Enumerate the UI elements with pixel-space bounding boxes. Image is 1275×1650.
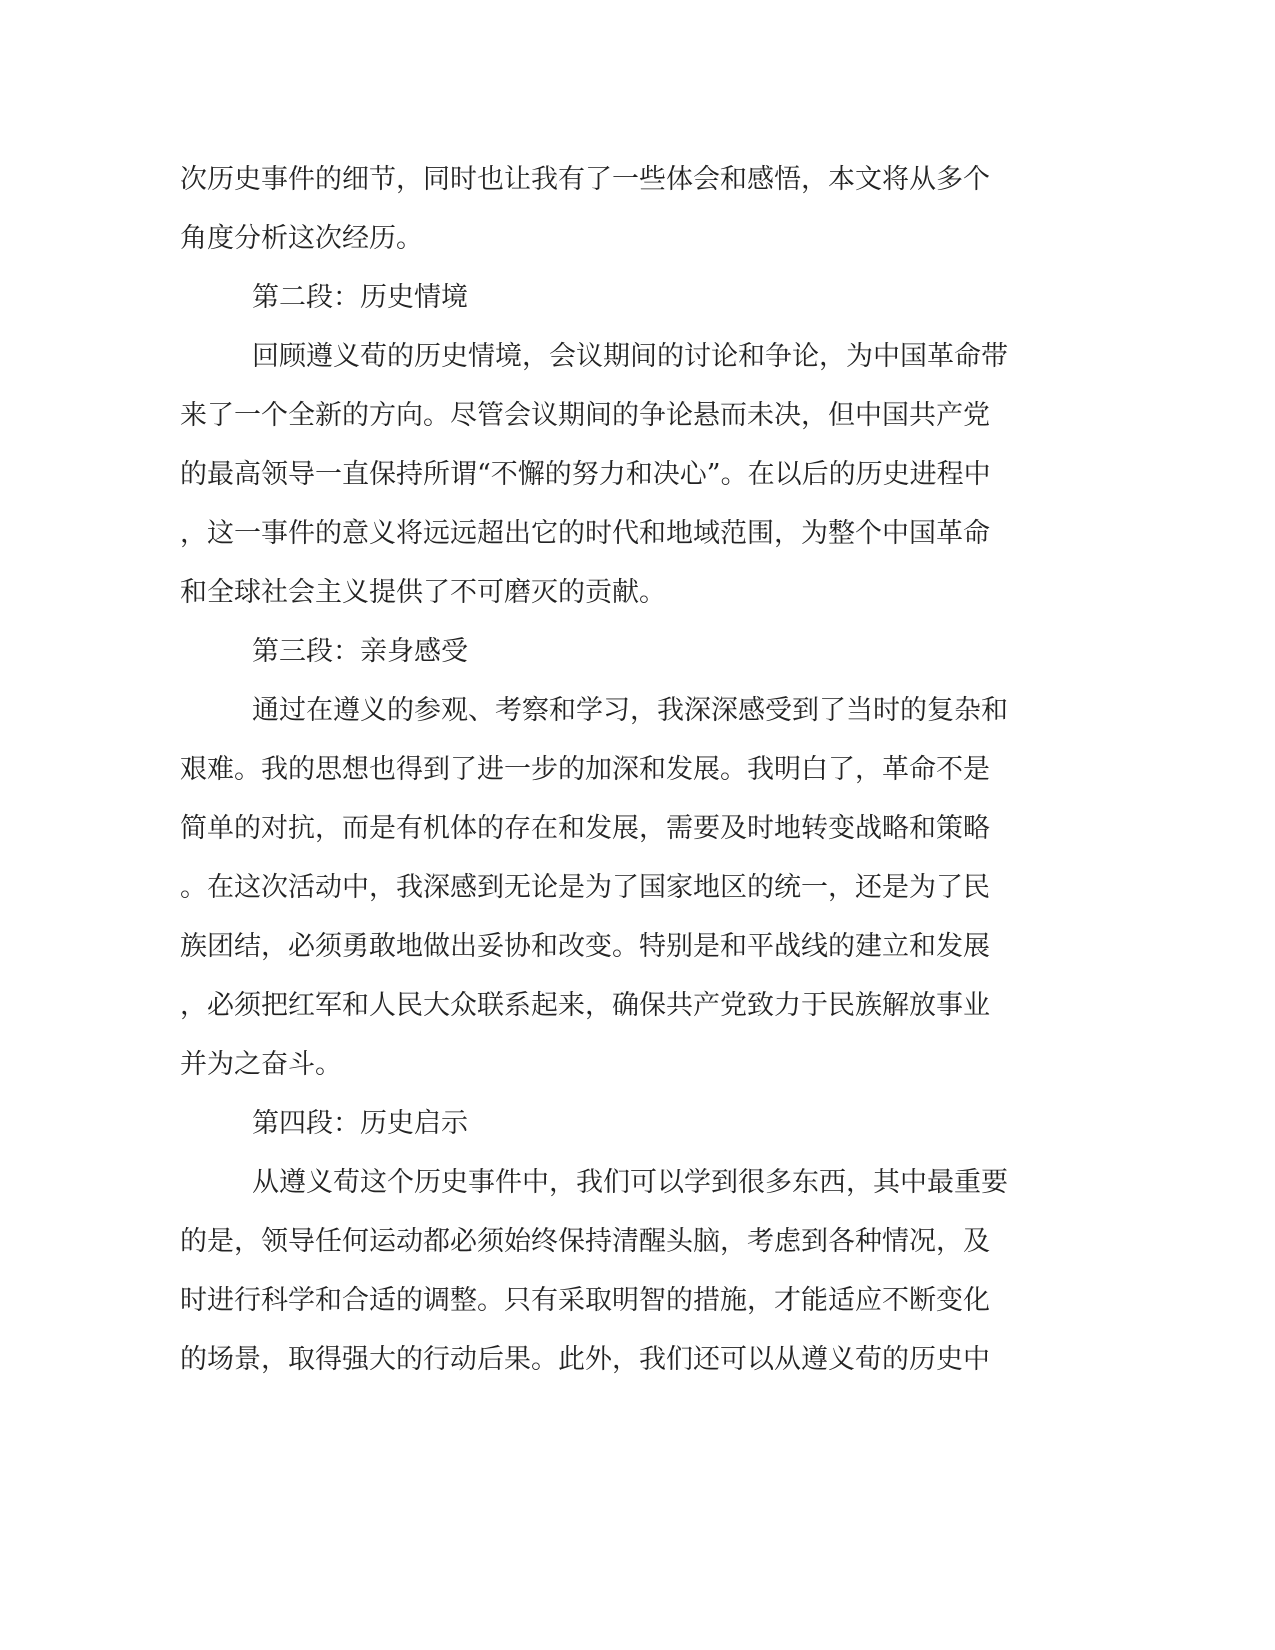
text-line: 的最高领导一直保持所谓“不懈的努力和决心”。在以后的历史进程中 [180, 459, 991, 490]
text-line: 简单的对抗，而是有机体的存在和发展，需要及时地转变战略和策略 [180, 813, 990, 844]
text-line: 。在这次活动中，我深感到无论是为了国家地区的统一，还是为了民 [180, 872, 990, 903]
text-line: ，这一事件的意义将远远超出它的时代和地域范围，为整个中国革命 [180, 518, 990, 549]
text-line: 回顾遵义荀的历史情境，会议期间的讨论和争论，为中国革命带 [252, 341, 1008, 372]
section-heading: 第三段：亲身感受 [252, 636, 468, 667]
text-line: 的场景，取得强大的行动后果。此外，我们还可以从遵义荀的历史中 [180, 1344, 990, 1375]
text-line: 时进行科学和合适的调整。只有采取明智的措施，才能适应不断变化 [180, 1285, 990, 1316]
text-line: 的是，领导任何运动都必须始终保持清醒头脑，考虑到各种情况，及 [180, 1226, 990, 1257]
text-line: ，必须把红军和人民大众联系起来，确保共产党致力于民族解放事业 [180, 990, 990, 1021]
text-line: 艰难。我的思想也得到了进一步的加深和发展。我明白了，革命不是 [180, 754, 990, 785]
text-line: 来了一个全新的方向。尽管会议期间的争论悬而未决，但中国共产党 [180, 400, 990, 431]
text-line: 次历史事件的细节，同时也让我有了一些体会和感悟，本文将从多个 [180, 164, 990, 195]
text-line: 通过在遵义的参观、考察和学习，我深深感受到了当时的复杂和 [252, 695, 1008, 726]
section-heading: 第二段：历史情境 [252, 282, 468, 313]
section-heading: 第四段：历史启示 [252, 1108, 468, 1139]
text-line: 角度分析这次经历。 [180, 223, 423, 254]
text-line: 从遵义荀这个历史事件中，我们可以学到很多东西，其中最重要 [252, 1167, 1008, 1198]
text-line: 和全球社会主义提供了不可磨灭的贡献。 [180, 577, 666, 608]
text-line: 族团结，必须勇敢地做出妥协和改变。特别是和平战线的建立和发展 [180, 931, 990, 962]
text-line: 并为之奋斗。 [180, 1049, 342, 1080]
